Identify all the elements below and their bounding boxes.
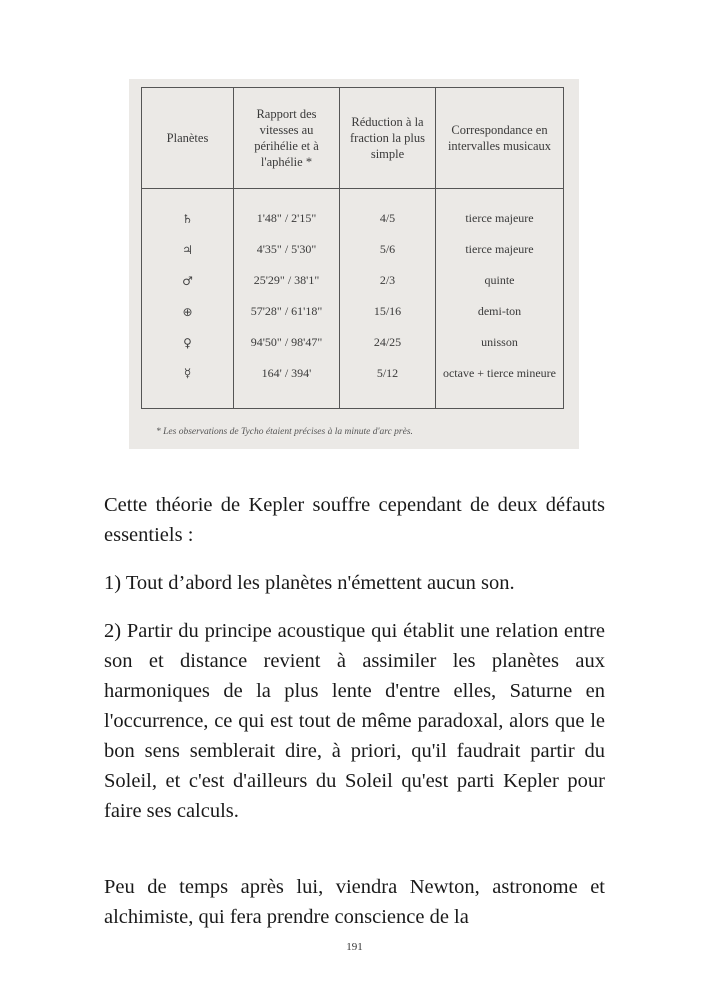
fraction-cell: 5/12	[340, 358, 436, 409]
header-fraction: Réduction à la fraction la plus simple	[340, 88, 436, 189]
paragraph-point-2: 2) Partir du principe acoustique qui établit une relation entre son et distance revient à assimiler les planètes aux harmoniques de la plus lente d'entre elles, Saturne en l'occurrence, ce qui est tout de même paradoxal, alors que le bon sens semblerait dire, à priori, qu'il faudrait partir du Soleil, et c'est d'ailleurs du Soleil qu'est parti Kepler pour faire ses calculs.	[104, 620, 605, 822]
table-row	[142, 189, 564, 235]
interval-cell: tierce majeure	[436, 234, 564, 265]
paragraph-intro: Cette théorie de Kepler souffre cependant de deux défauts essentiels :	[104, 494, 605, 546]
header-speed-ratio: Rapport des vitesses au périhélie et à l'aphélie *	[234, 88, 340, 189]
mercury-symbol-icon: ☿	[142, 358, 234, 409]
paragraph-point-1: 1) Tout d’abord les planètes n'émettent aucun son.	[104, 572, 515, 594]
table-row	[142, 234, 564, 265]
interval-cell: demi-ton	[436, 296, 564, 327]
venus-symbol-icon: ♀	[142, 327, 234, 358]
scanned-table-image	[129, 79, 579, 449]
fraction-cell: 24/25	[340, 327, 436, 358]
table-row	[142, 296, 564, 327]
fraction-cell: 2/3	[340, 265, 436, 296]
interval-cell: tierce majeure	[436, 189, 564, 235]
fraction-cell: 5/6	[340, 234, 436, 265]
fraction-cell: 15/16	[340, 296, 436, 327]
earth-symbol-icon: ⊕	[142, 296, 234, 327]
jupiter-symbol-icon: ♃	[142, 234, 234, 265]
interval-cell: quinte	[436, 265, 564, 296]
header-planets: Planètes	[142, 88, 234, 189]
table-header-row	[142, 88, 564, 189]
table-row	[142, 265, 564, 296]
ratio-cell: 57'28" / 61'18"	[234, 296, 340, 327]
ratio-cell: 94'50" / 98'47"	[234, 327, 340, 358]
ratio-cell: 164' / 394'	[234, 358, 340, 409]
kepler-table	[141, 87, 564, 409]
ratio-cell: 25'29" / 38'1"	[234, 265, 340, 296]
page-number: 191	[346, 941, 363, 953]
mars-symbol-icon: ♂	[142, 265, 234, 296]
paragraph-newton: Peu de temps après lui, viendra Newton, astronome et alchimiste, qui fera prendre conscience de la	[104, 876, 605, 928]
ratio-cell: 4'35" / 5'30"	[234, 234, 340, 265]
ratio-cell: 1'48" / 2'15"	[234, 189, 340, 235]
fraction-cell: 4/5	[340, 189, 436, 235]
table-row	[142, 327, 564, 358]
interval-cell: octave + tierce mineure	[436, 358, 564, 409]
interval-cell: unisson	[436, 327, 564, 358]
table-row	[142, 358, 564, 409]
table-footnote: * Les observations de Tycho étaient précises à la minute d'arc près.	[156, 427, 413, 437]
saturn-symbol-icon: ♄	[142, 189, 234, 235]
header-interval: Correspondance en intervalles musicaux	[436, 88, 564, 189]
